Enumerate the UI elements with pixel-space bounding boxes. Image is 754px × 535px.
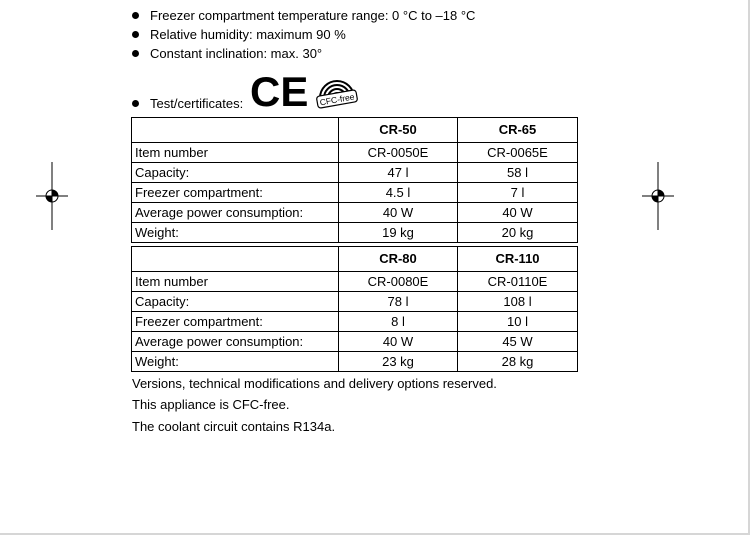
table-row xyxy=(132,292,578,312)
bullet-icon xyxy=(132,31,139,38)
cell-value: 40 W xyxy=(339,203,458,223)
header-empty-cell xyxy=(132,247,339,272)
cell-value: 23 kg xyxy=(339,352,458,372)
table-row xyxy=(132,203,578,223)
registration-mark-icon xyxy=(36,162,68,230)
table-row xyxy=(132,223,578,243)
cell-value: 47 l xyxy=(339,163,458,183)
cell-value: 58 l xyxy=(458,163,578,183)
ce-mark-icon xyxy=(250,70,308,110)
table-header-row xyxy=(132,118,578,143)
model-header: CR-65 xyxy=(458,118,578,143)
table-row xyxy=(132,163,578,183)
bullet-text: Relative humidity: maximum 90 % xyxy=(150,27,346,42)
ce-mark-text: CE xyxy=(250,70,308,110)
row-label: Average power consumption: xyxy=(132,332,339,352)
cell-value: 78 l xyxy=(339,292,458,312)
note-text: This appliance is CFC-free. xyxy=(132,397,290,412)
bullet-icon xyxy=(132,12,139,19)
cell-value: 8 l xyxy=(339,312,458,332)
row-label: Weight: xyxy=(132,352,339,372)
cell-value: 20 kg xyxy=(458,223,578,243)
cell-value: 45 W xyxy=(458,332,578,352)
cell-value: CR-0065E xyxy=(458,143,578,163)
note-text: Versions, technical modifications and delivery options reserved. xyxy=(132,376,497,391)
note-text: The coolant circuit contains R134a. xyxy=(132,419,336,434)
row-label: Item number xyxy=(132,272,339,292)
table-row xyxy=(132,332,578,352)
cell-value: CR-0080E xyxy=(339,272,458,292)
row-label: Capacity: xyxy=(132,292,339,312)
header-empty-cell xyxy=(132,118,339,143)
row-label: Freezer compartment: xyxy=(132,312,339,332)
bullet-text: Freezer compartment temperature range: 0 °C to –18 °C xyxy=(150,8,476,23)
table-row xyxy=(132,272,578,292)
cell-value: 28 kg xyxy=(458,352,578,372)
cell-value: 10 l xyxy=(458,312,578,332)
cell-value: 19 kg xyxy=(339,223,458,243)
table-header-row xyxy=(132,247,578,272)
bullet-humidity xyxy=(132,27,346,43)
cfc-free-label: CFC-free xyxy=(319,91,356,108)
bullet-temperature-range xyxy=(132,8,475,24)
cell-value: CR-0110E xyxy=(458,272,578,292)
table-row xyxy=(132,183,578,203)
cfc-free-icon xyxy=(316,70,358,110)
row-label: Weight: xyxy=(132,223,339,243)
cell-value: CR-0050E xyxy=(339,143,458,163)
cell-value: 40 W xyxy=(339,332,458,352)
table-row xyxy=(132,352,578,372)
model-header: CR-50 xyxy=(339,118,458,143)
bullet-certificates xyxy=(132,96,243,112)
cell-value: 40 W xyxy=(458,203,578,223)
page-edge xyxy=(748,0,750,535)
row-label: Freezer compartment: xyxy=(132,183,339,203)
bullet-text: Test/certificates: xyxy=(150,96,244,111)
spec-table-2 xyxy=(131,246,578,372)
bullet-icon xyxy=(132,100,139,107)
model-header: CR-80 xyxy=(339,247,458,272)
table-row xyxy=(132,312,578,332)
row-label: Average power consumption: xyxy=(132,203,339,223)
model-header: CR-110 xyxy=(458,247,578,272)
cell-value: 4.5 l xyxy=(339,183,458,203)
table-row xyxy=(132,143,578,163)
bullet-icon xyxy=(132,50,139,57)
registration-mark-icon xyxy=(642,162,674,230)
cell-value: 7 l xyxy=(458,183,578,203)
cell-value: 108 l xyxy=(458,292,578,312)
row-label: Item number xyxy=(132,143,339,163)
bullet-inclination xyxy=(132,46,322,62)
bullet-text: Constant inclination: max. 30° xyxy=(150,46,323,61)
row-label: Capacity: xyxy=(132,163,339,183)
spec-table-1 xyxy=(131,117,578,243)
